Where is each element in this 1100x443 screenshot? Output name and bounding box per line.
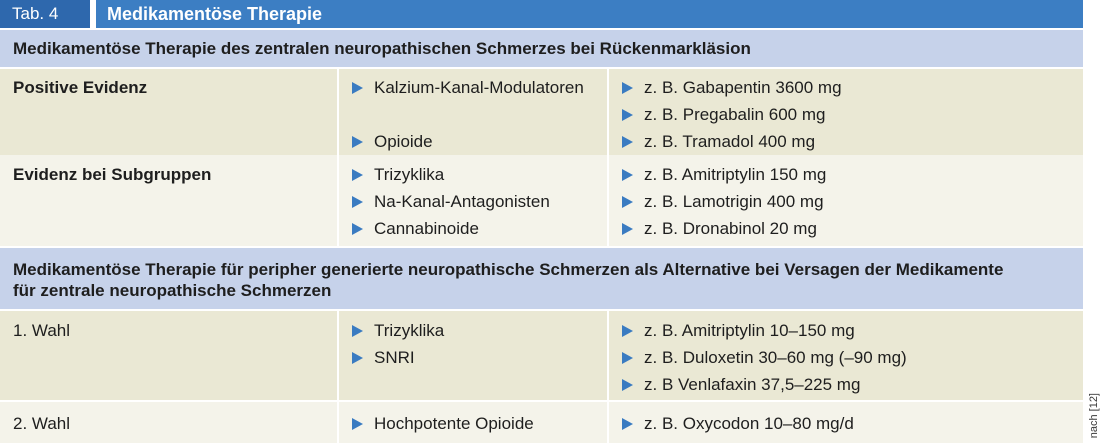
substance-name: SNRI [374,348,415,367]
dosage-example: z. B. Oxycodon 10–80 mg/d [644,414,854,433]
triangle-right-icon [352,352,363,364]
list-item [352,161,607,188]
list-item [352,344,607,371]
table-number: Tab. 4 [0,0,90,28]
list-item [622,74,1083,101]
section-heading-line: Medikamentöse Therapie für peripher generierte neuropathische Schmerzen als Alternative bei Versagen der Medikamente [13,260,1004,279]
substance-name: Trizyklika [374,321,445,340]
section-heading-peripheral-pain [0,248,1083,309]
triangle-right-icon [352,169,363,181]
dosage-cell [609,402,1083,443]
dosage-example: z. B. Dronabinol 20 mg [644,219,817,238]
dosage-example: z. B. Pregabalin 600 mg [644,105,826,124]
dosage-cell [609,69,1083,155]
dosage-example: z. B. Duloxetin 30–60 mg (–90 mg) [644,348,907,367]
substance-name: Trizyklika [374,165,445,184]
table-row [0,69,1083,153]
section-heading-line: Medikamentöse Therapie des zentralen neuropathischen Schmerzes bei Rückenmarkläsion [13,39,751,58]
substance-cell [339,155,607,246]
list-item [352,128,607,155]
list-item [622,161,1083,188]
dosage-example: z. B. Lamotrigin 400 mg [644,192,824,211]
table-row [0,402,1083,443]
triangle-right-icon [622,136,633,148]
section-heading-central-pain [0,30,1083,67]
list-item [622,215,1083,242]
list-item [622,410,1083,437]
table-title-bar [0,0,1083,28]
triangle-right-icon [622,169,633,181]
dosage-example: z. B. Tramadol 400 mg [644,132,816,151]
substance-name: Cannabinoide [374,219,479,238]
dosage-cell [609,155,1083,246]
substance-cell [339,69,607,155]
row-label: 2. Wahl [0,402,337,443]
triangle-right-icon [622,196,633,208]
list-item [352,410,607,437]
triangle-right-icon [352,82,363,94]
substance-name: Hochpotente Opioide [374,414,534,433]
table-title: Medikamentöse Therapie [96,0,1083,28]
row-label: Positive Evidenz [0,69,337,155]
list-item [352,317,607,344]
row-label: 1. Wahl [0,311,337,400]
triangle-right-icon [622,109,633,121]
dosage-example: z. B. Gabapentin 3600 mg [644,78,842,97]
triangle-right-icon [352,325,363,337]
substance-cell [339,311,607,400]
row-label: Evidenz bei Subgruppen [0,155,337,246]
table-row [0,311,1083,400]
list-item [622,317,1083,344]
dosage-cell [609,311,1083,400]
substance-name: Kalzium-Kanal-Modulatoren [374,78,584,97]
dosage-example: z. B. Amitriptylin 10–150 mg [644,321,855,340]
triangle-right-icon [622,352,633,364]
list-item [622,371,1083,398]
substance-name: Na-Kanal-Antagonisten [374,192,550,211]
substance-name: Opioide [374,132,433,151]
substance-cell [339,402,607,443]
list-item [352,215,607,242]
section-heading-line: für zentrale neuropathische Schmerzen [13,281,332,300]
list-item [622,188,1083,215]
list-item [352,188,607,215]
dosage-example: z. B Venlafaxin 37,5–225 mg [644,375,861,394]
blank-line [352,101,607,128]
triangle-right-icon [352,196,363,208]
list-item [622,344,1083,371]
triangle-right-icon [622,82,633,94]
triangle-right-icon [622,418,633,430]
triangle-right-icon [352,136,363,148]
dosage-example: z. B. Amitriptylin 150 mg [644,165,827,184]
triangle-right-icon [622,379,633,391]
triangle-right-icon [622,325,633,337]
triangle-right-icon [352,223,363,235]
source-note: nach [12] [1088,393,1100,439]
triangle-right-icon [352,418,363,430]
triangle-right-icon [622,223,633,235]
list-item [622,101,1083,128]
list-item [622,128,1083,155]
table-row [0,155,1083,246]
list-item [352,74,607,101]
